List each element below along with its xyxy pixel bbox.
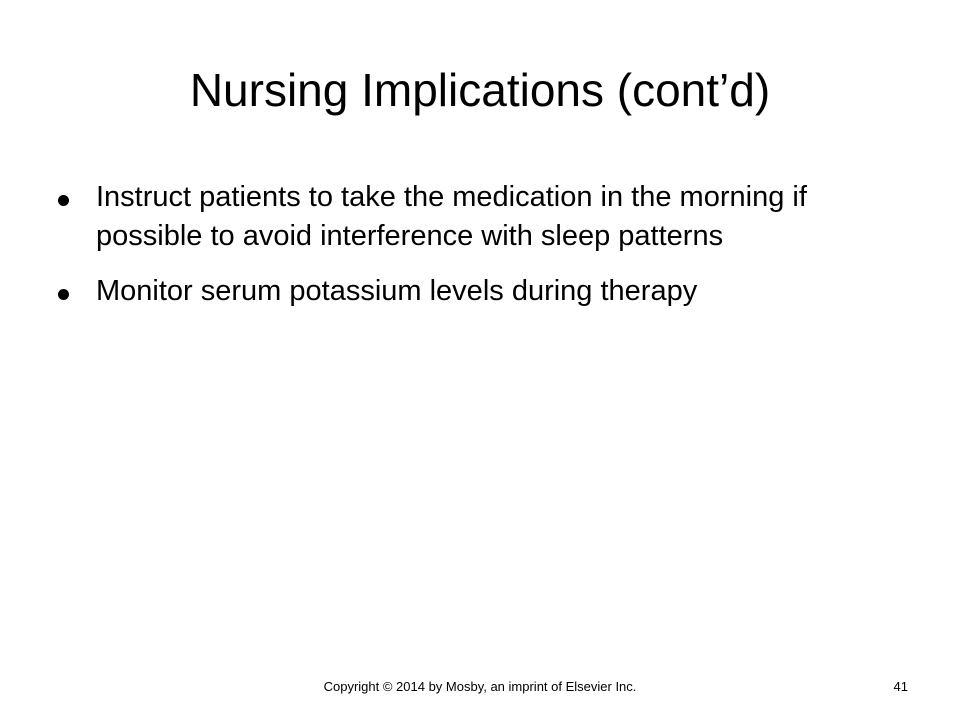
bullet-item xyxy=(52,178,872,255)
bullet-icon xyxy=(58,195,69,206)
copyright-footer: Copyright © 2014 by Mosby, an imprint of Elsevier Inc. xyxy=(323,679,637,694)
slide-title: Nursing Implications (cont’d) xyxy=(189,64,771,116)
page-number: 41 xyxy=(893,679,908,694)
bullet-list xyxy=(52,178,872,328)
bullet-text: Instruct patients to take the medication in the morning if possible to avoid interference with sleep patterns xyxy=(96,181,807,252)
bullet-text: Monitor serum potassium levels during therapy xyxy=(96,275,698,307)
bullet-item xyxy=(52,272,872,311)
bullet-icon xyxy=(58,289,69,300)
